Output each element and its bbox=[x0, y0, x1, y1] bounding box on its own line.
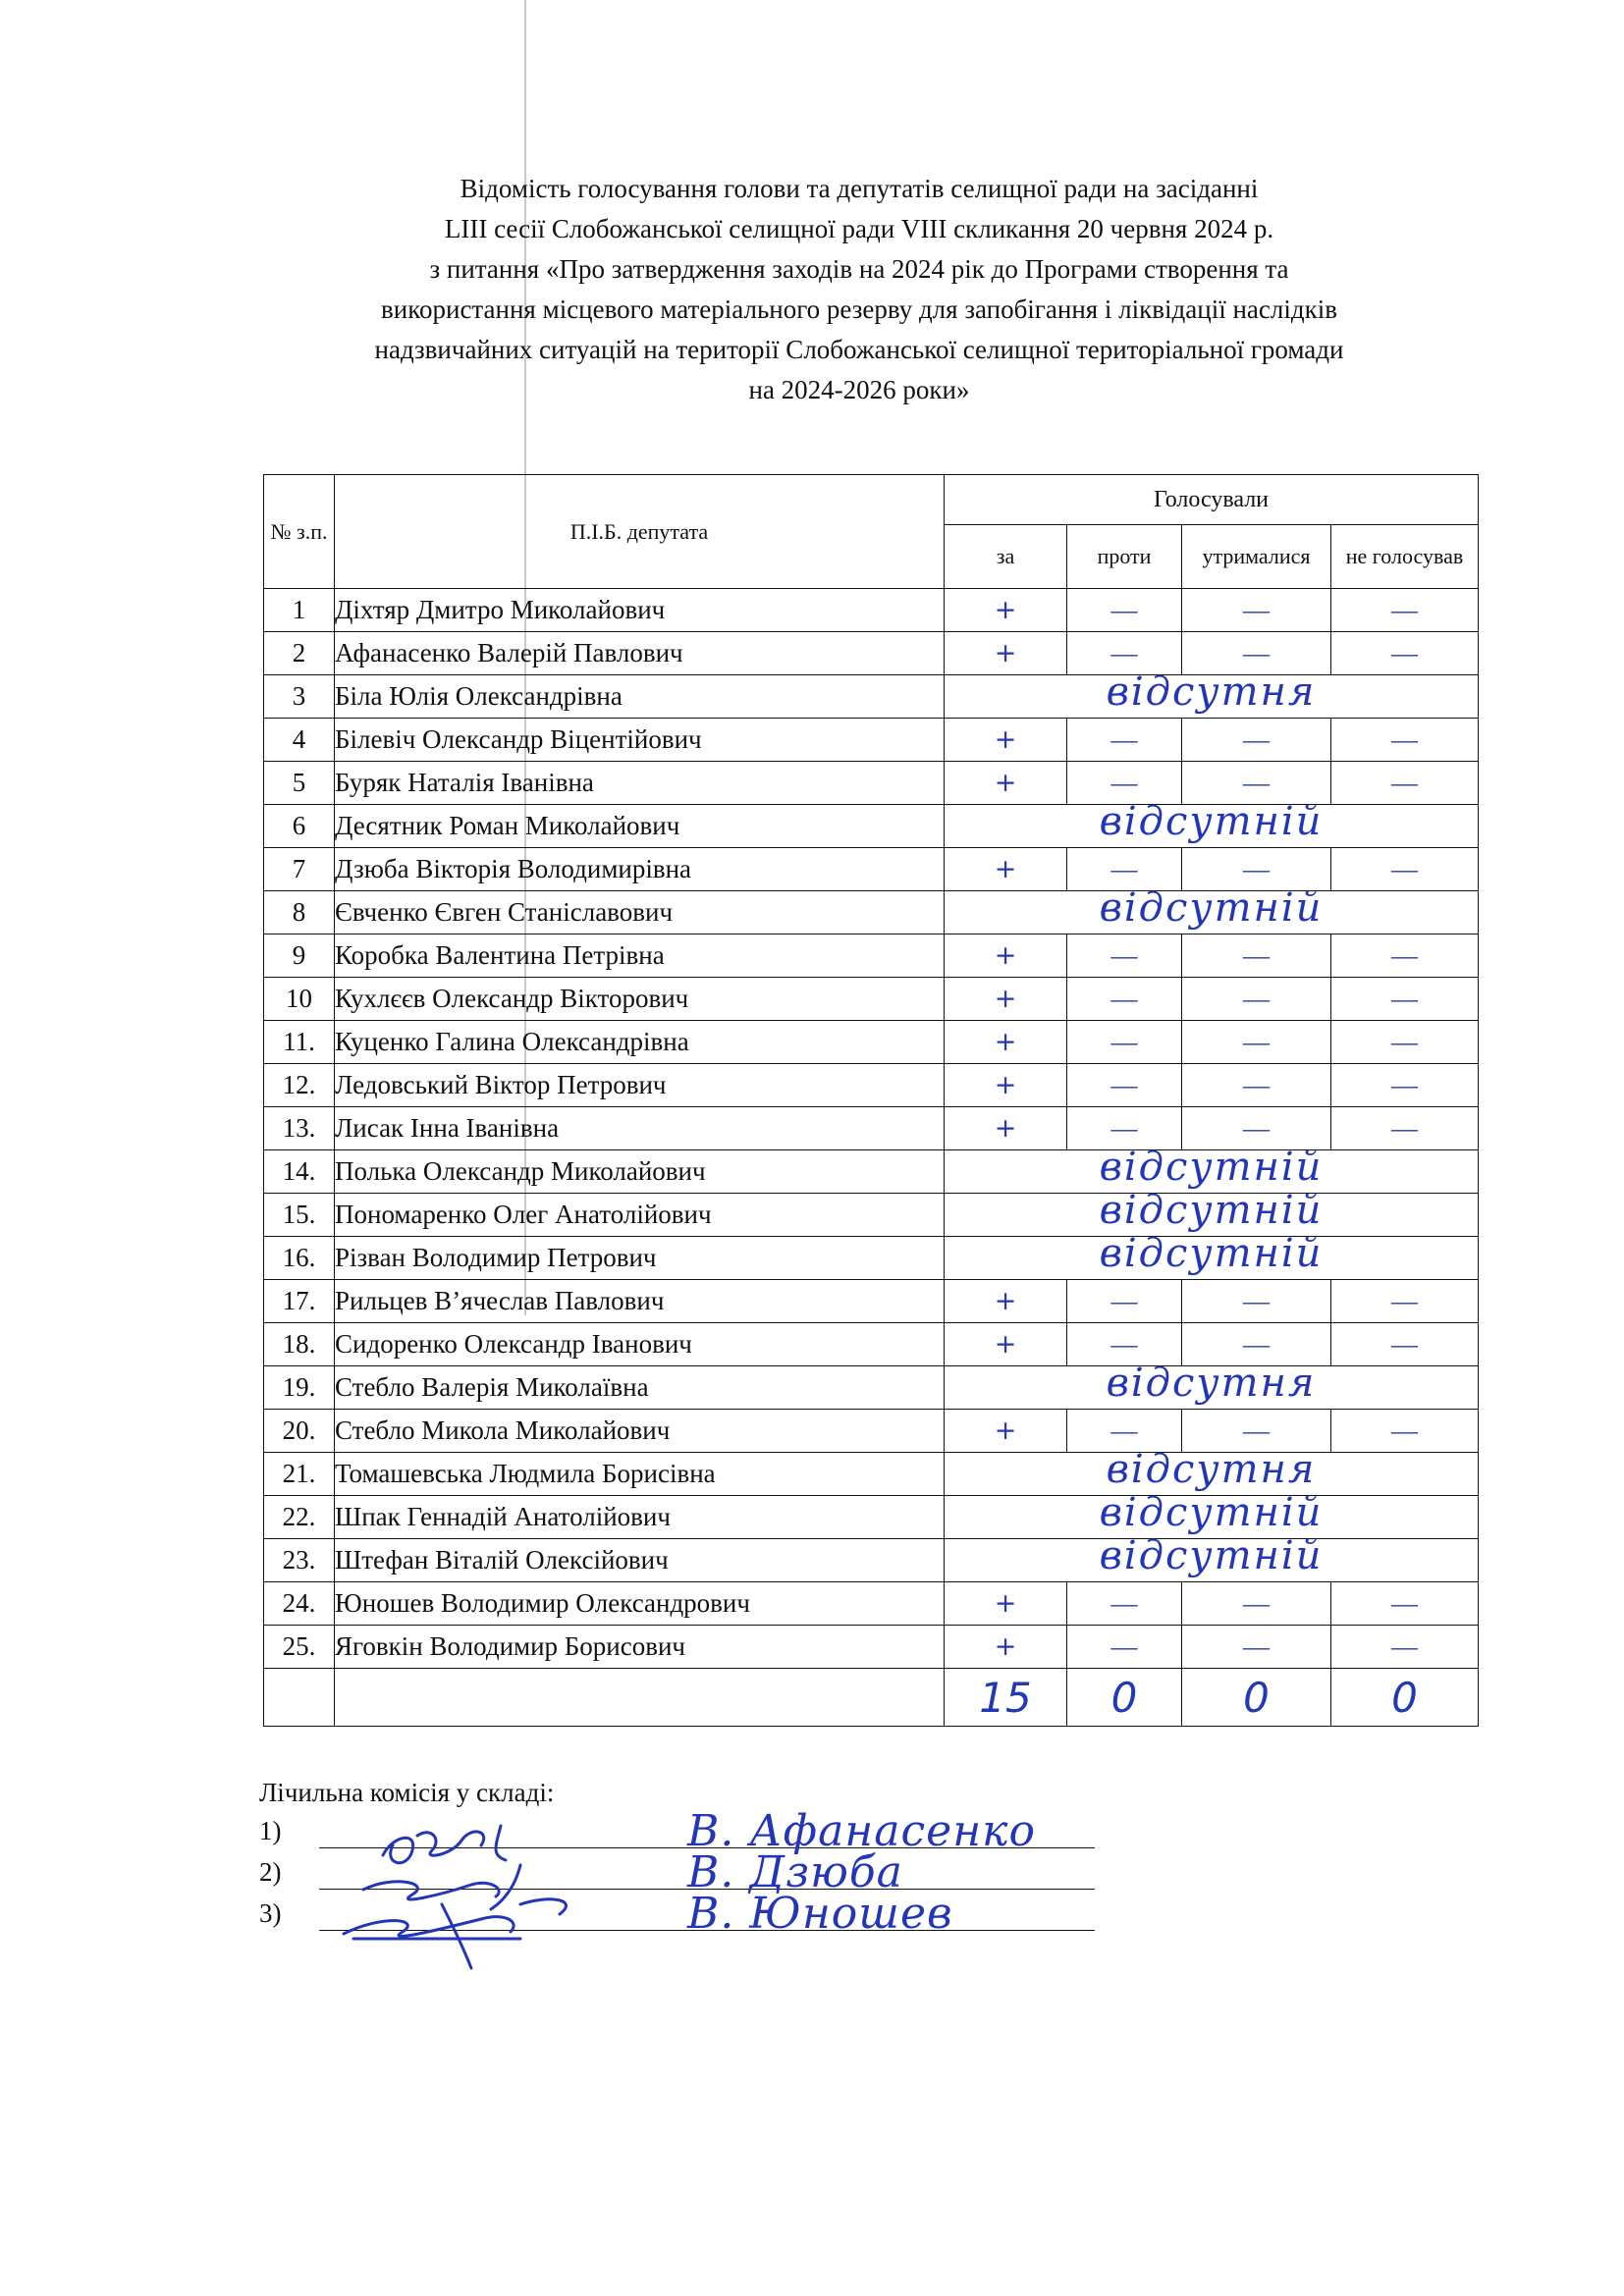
absent-cell bbox=[945, 669, 1479, 719]
absent-cell bbox=[945, 1447, 1479, 1496]
row-number: 24. bbox=[264, 1582, 335, 1626]
vote-for-mark: + bbox=[945, 632, 1067, 675]
table-row bbox=[264, 589, 1479, 632]
deputy-name: Стебло Микола Миколайович bbox=[335, 1410, 945, 1453]
deputy-name: Рильцев В’ячеслав Павлович bbox=[335, 1280, 945, 1323]
vote-abstained-mark: — bbox=[1182, 1021, 1331, 1064]
table-row bbox=[264, 1194, 1479, 1237]
vote-for-mark: + bbox=[945, 589, 1067, 632]
vote-for-mark: + bbox=[945, 934, 1067, 978]
col-header-voted: Голосували bbox=[945, 475, 1479, 525]
vote-not-voted-mark: — bbox=[1331, 848, 1479, 891]
table-row bbox=[264, 1280, 1479, 1323]
total-not-voted: 0 bbox=[1331, 1669, 1479, 1727]
deputy-name: Пономаренко Олег Анатолійович bbox=[335, 1194, 945, 1237]
row-number: 22. bbox=[264, 1496, 335, 1539]
absent-note: відсутній bbox=[1099, 1145, 1324, 1190]
table-row bbox=[264, 1323, 1479, 1366]
vote-for-mark: + bbox=[945, 1582, 1067, 1626]
absent-note: відсутня bbox=[1106, 1361, 1317, 1406]
table-row bbox=[264, 1107, 1479, 1150]
vote-for-mark: + bbox=[945, 1021, 1067, 1064]
vote-against-mark: — bbox=[1067, 978, 1182, 1021]
table-row bbox=[264, 1496, 1479, 1539]
absent-note: відсутній bbox=[1099, 1188, 1324, 1233]
col-header-for: за bbox=[945, 525, 1067, 589]
absent-cell bbox=[945, 1490, 1479, 1539]
table-row bbox=[264, 1237, 1479, 1280]
row-number: 20. bbox=[264, 1410, 335, 1453]
vote-not-voted-mark: — bbox=[1331, 934, 1479, 978]
vote-for-mark: + bbox=[945, 1280, 1067, 1323]
commission-num-1: 1) bbox=[259, 1816, 282, 1845]
table-row bbox=[264, 1453, 1479, 1496]
table-row bbox=[264, 1064, 1479, 1107]
vote-against-mark: — bbox=[1067, 1323, 1182, 1366]
deputy-name: Афанасенко Валерій Павлович bbox=[335, 632, 945, 675]
vote-abstained-mark: — bbox=[1182, 1107, 1331, 1150]
vote-for-mark: + bbox=[945, 978, 1067, 1021]
vote-against-mark: — bbox=[1067, 632, 1182, 675]
col-header-name: П.І.Б. депутата bbox=[335, 475, 945, 589]
table-row bbox=[264, 675, 1479, 719]
row-number: 11. bbox=[264, 1021, 335, 1064]
table-row bbox=[264, 1539, 1479, 1582]
vote-abstained-mark: — bbox=[1182, 1064, 1331, 1107]
handwritten-signatures bbox=[324, 1796, 619, 1973]
row-number: 5 bbox=[264, 762, 335, 805]
deputy-name: Ледовський Віктор Петрович bbox=[335, 1064, 945, 1107]
absent-cell bbox=[945, 1533, 1479, 1582]
deputy-name: Юношев Володимир Олександрович bbox=[335, 1582, 945, 1626]
total-against: 0 bbox=[1067, 1669, 1182, 1727]
vote-abstained-mark: — bbox=[1182, 1410, 1331, 1453]
deputy-name: Десятник Роман Миколайович bbox=[335, 805, 945, 848]
vote-against-mark: — bbox=[1067, 1626, 1182, 1669]
table-row bbox=[264, 805, 1479, 848]
deputy-name: Сидоренко Олександр Іванович bbox=[335, 1323, 945, 1366]
vote-against-mark: — bbox=[1067, 1064, 1182, 1107]
table-row bbox=[264, 1366, 1479, 1410]
row-number: 4 bbox=[264, 719, 335, 762]
total-for: 15 bbox=[945, 1669, 1067, 1727]
total-abstained: 0 bbox=[1182, 1669, 1331, 1727]
absent-note: відсутній bbox=[1099, 885, 1324, 931]
commission-label: Лічильна комісія у складі: bbox=[259, 1778, 555, 1807]
header-line-6: на 2024-2026 роки» bbox=[748, 375, 970, 404]
row-number: 25. bbox=[264, 1626, 335, 1669]
vote-abstained-mark: — bbox=[1182, 719, 1331, 762]
row-number: 3 bbox=[264, 675, 335, 719]
row-number: 23. bbox=[264, 1539, 335, 1582]
commission-member-3: В. Юношев bbox=[687, 1889, 953, 1939]
vote-not-voted-mark: — bbox=[1331, 589, 1479, 632]
col-header-against: проти bbox=[1067, 525, 1182, 589]
table-row bbox=[264, 1150, 1479, 1194]
vote-for-mark: + bbox=[945, 1323, 1067, 1366]
deputy-name: Діхтяр Дмитро Миколайович bbox=[335, 589, 945, 632]
vote-against-mark: — bbox=[1067, 1107, 1182, 1150]
vote-against-mark: — bbox=[1067, 589, 1182, 632]
row-number: 7 bbox=[264, 848, 335, 891]
voting-table bbox=[263, 474, 1479, 1727]
absent-cell bbox=[945, 1188, 1479, 1237]
vote-against-mark: — bbox=[1067, 719, 1182, 762]
row-number: 8 bbox=[264, 891, 335, 934]
table-row bbox=[264, 719, 1479, 762]
deputy-name: Біла Юлія Олександрівна bbox=[335, 675, 945, 719]
table-row bbox=[264, 632, 1479, 675]
table-row bbox=[264, 762, 1479, 805]
vote-for-mark: + bbox=[945, 719, 1067, 762]
vote-for-mark: + bbox=[945, 762, 1067, 805]
vote-against-mark: — bbox=[1067, 848, 1182, 891]
vote-against-mark: — bbox=[1067, 1280, 1182, 1323]
col-header-not-voted: не голосував bbox=[1331, 525, 1479, 589]
absent-note: відсутній bbox=[1099, 1533, 1324, 1578]
vote-not-voted-mark: — bbox=[1331, 1064, 1479, 1107]
vote-not-voted-mark: — bbox=[1331, 719, 1479, 762]
vote-abstained-mark: — bbox=[1182, 589, 1331, 632]
row-number: 6 bbox=[264, 805, 335, 848]
commission-num-2: 2) bbox=[259, 1857, 282, 1887]
table-row bbox=[264, 934, 1479, 978]
deputy-name: Коробка Валентина Петрівна bbox=[335, 934, 945, 978]
row-number: 19. bbox=[264, 1366, 335, 1410]
totals-row bbox=[264, 1669, 1479, 1727]
table-row bbox=[264, 978, 1479, 1021]
absent-note: відсутній bbox=[1099, 1490, 1324, 1535]
deputy-name: Куценко Галина Олександрівна bbox=[335, 1021, 945, 1064]
document-header bbox=[245, 169, 1473, 410]
commission-num-3: 3) bbox=[259, 1898, 282, 1928]
row-number: 10 bbox=[264, 978, 335, 1021]
table-row bbox=[264, 891, 1479, 934]
vote-not-voted-mark: — bbox=[1331, 1582, 1479, 1626]
row-number: 14. bbox=[264, 1150, 335, 1194]
header-line-4: використання місцевого матеріального резерву для запобігання і ліквідації наслідків bbox=[381, 294, 1337, 324]
table-body bbox=[264, 589, 1479, 1727]
vote-for-mark: + bbox=[945, 848, 1067, 891]
row-number: 12. bbox=[264, 1064, 335, 1107]
absent-cell bbox=[945, 799, 1479, 848]
table-row bbox=[264, 1626, 1479, 1669]
header-line-3: з питання «Про затвердження заходів на 2024 рік до Програми створення та bbox=[429, 254, 1289, 284]
vote-for-mark: + bbox=[945, 1107, 1067, 1150]
row-number: 13. bbox=[264, 1107, 335, 1150]
vote-against-mark: — bbox=[1067, 1582, 1182, 1626]
absent-cell bbox=[945, 1145, 1479, 1194]
row-number: 1 bbox=[264, 589, 335, 632]
deputy-name: Яговкін Володимир Борисович bbox=[335, 1626, 945, 1669]
vote-abstained-mark: — bbox=[1182, 934, 1331, 978]
table-row bbox=[264, 1410, 1479, 1453]
table-row bbox=[264, 848, 1479, 891]
row-number: 15. bbox=[264, 1194, 335, 1237]
row-number: 21. bbox=[264, 1453, 335, 1496]
vote-for-mark: + bbox=[945, 1410, 1067, 1453]
col-header-number: № з.п. bbox=[264, 475, 335, 589]
vote-for-mark: + bbox=[945, 1626, 1067, 1669]
totals-empty-cell bbox=[335, 1669, 945, 1727]
vote-not-voted-mark: — bbox=[1331, 1280, 1479, 1323]
absent-cell bbox=[945, 1361, 1479, 1410]
vote-not-voted-mark: — bbox=[1331, 762, 1479, 805]
header-line-1: Відомість голосування голови та депутатів селищної ради на засіданні bbox=[460, 174, 1259, 203]
vote-abstained-mark: — bbox=[1182, 1626, 1331, 1669]
deputy-name: Полька Олександр Миколайович bbox=[335, 1150, 945, 1194]
vote-not-voted-mark: — bbox=[1331, 1323, 1479, 1366]
deputy-name: Лисак Інна Іванівна bbox=[335, 1107, 945, 1150]
absent-note: відсутній bbox=[1099, 799, 1324, 844]
row-number: 9 bbox=[264, 934, 335, 978]
deputy-name: Стебло Валерія Миколаївна bbox=[335, 1366, 945, 1410]
deputy-name: Дзюба Вікторія Володимирівна bbox=[335, 848, 945, 891]
vote-for-mark: + bbox=[945, 1064, 1067, 1107]
table-row bbox=[264, 1582, 1479, 1626]
vote-abstained-mark: — bbox=[1182, 978, 1331, 1021]
vote-abstained-mark: — bbox=[1182, 632, 1331, 675]
deputy-name: Євченко Євген Станіславович bbox=[335, 891, 945, 934]
deputy-name: Штефан Віталій Олексійович bbox=[335, 1539, 945, 1582]
vote-abstained-mark: — bbox=[1182, 1280, 1331, 1323]
row-number: 2 bbox=[264, 632, 335, 675]
absent-note: відсутня bbox=[1106, 669, 1317, 715]
col-header-abstained: утрималися bbox=[1182, 525, 1331, 589]
absent-note: відсутній bbox=[1099, 1231, 1324, 1276]
deputy-name: Шпак Геннадій Анатолійович bbox=[335, 1496, 945, 1539]
vote-not-voted-mark: — bbox=[1331, 632, 1479, 675]
vote-abstained-mark: — bbox=[1182, 762, 1331, 805]
header-line-5: надзвичайних ситуацій на території Слобожанської селищної територіальної громади bbox=[374, 335, 1344, 364]
vote-abstained-mark: — bbox=[1182, 1323, 1331, 1366]
vote-against-mark: — bbox=[1067, 1410, 1182, 1453]
vote-against-mark: — bbox=[1067, 762, 1182, 805]
vote-against-mark: — bbox=[1067, 1021, 1182, 1064]
deputy-name: Різван Володимир Петрович bbox=[335, 1237, 945, 1280]
vote-not-voted-mark: — bbox=[1331, 1107, 1479, 1150]
deputy-name: Білевіч Олександр Віцентійович bbox=[335, 719, 945, 762]
header-line-2: LIII сесії Слобожанської селищної ради VIII скликання 20 червня 2024 р. bbox=[444, 214, 1274, 243]
row-number: 16. bbox=[264, 1237, 335, 1280]
deputy-name: Буряк Наталія Іванівна bbox=[335, 762, 945, 805]
absent-cell bbox=[945, 1231, 1479, 1280]
absent-note: відсутня bbox=[1106, 1447, 1317, 1492]
totals-empty-cell bbox=[264, 1669, 335, 1727]
commission-member-2: В. Дзюба bbox=[687, 1847, 903, 1897]
vote-not-voted-mark: — bbox=[1331, 978, 1479, 1021]
row-number: 17. bbox=[264, 1280, 335, 1323]
deputy-name: Кухлєєв Олександр Вікторович bbox=[335, 978, 945, 1021]
deputy-name: Томашевська Людмила Борисівна bbox=[335, 1453, 945, 1496]
vote-abstained-mark: — bbox=[1182, 1582, 1331, 1626]
row-number: 18. bbox=[264, 1323, 335, 1366]
vote-not-voted-mark: — bbox=[1331, 1626, 1479, 1669]
vote-abstained-mark: — bbox=[1182, 848, 1331, 891]
vote-not-voted-mark: — bbox=[1331, 1410, 1479, 1453]
table-row bbox=[264, 1021, 1479, 1064]
vote-not-voted-mark: — bbox=[1331, 1021, 1479, 1064]
commission-member-1: В. Афанасенко bbox=[687, 1806, 1036, 1856]
vote-against-mark: — bbox=[1067, 934, 1182, 978]
absent-cell bbox=[945, 885, 1479, 934]
